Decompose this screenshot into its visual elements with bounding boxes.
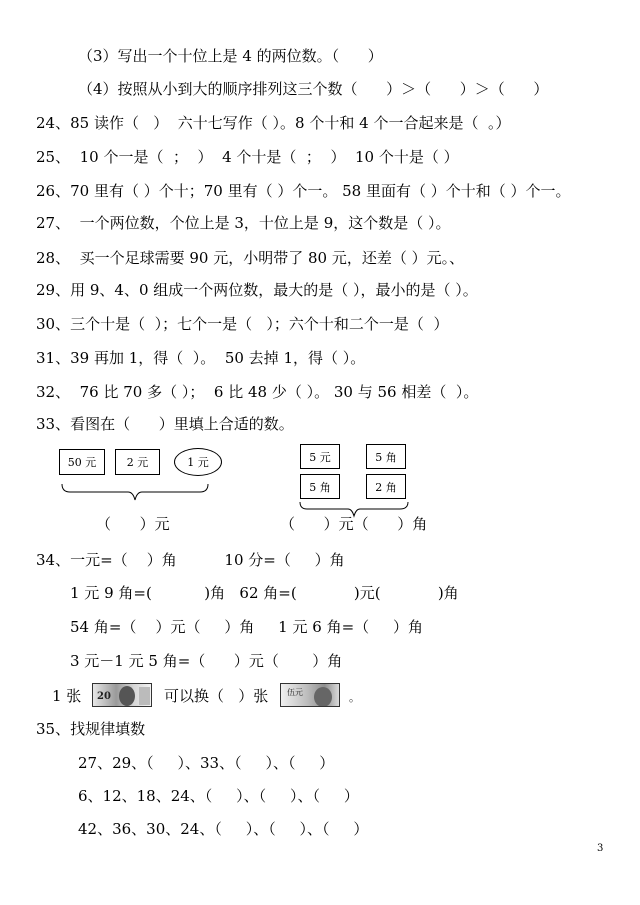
question-25: 25、 10 个一是（ ； ） 4 个十是（ ； ） 10 个十是（ ） <box>36 148 459 166</box>
question-34-e-dot: 。 <box>349 691 360 704</box>
banknote-20-value: 20 <box>97 691 111 702</box>
question-33: 33、看图在（ ）里填上合适的数。 <box>36 415 294 433</box>
question-35: 35、找规律填数 <box>36 720 146 738</box>
brace-left <box>60 482 210 502</box>
question-34-e-left: 1 张 <box>52 687 82 705</box>
question-35-b: 6、12、18、24、（ ）、（ ）、（ ） <box>78 787 359 805</box>
money-box-5-jiao-b: 5 角 <box>300 474 340 499</box>
question-35-c: 42、36、30、24、（ ）、（ ）、（ ） <box>78 820 369 838</box>
question-35-a: 27、29、（ ）、33、（ ）、（ ） <box>78 754 335 772</box>
banknote-5-text: 伍元 <box>287 688 303 697</box>
money-box-5-jiao-a: 5 角 <box>366 444 406 469</box>
question-27: 27、 一个两位数，个位上是 3，十位上是 9，这个数是（ ）。 <box>36 214 451 232</box>
question-33-answer-right: （ ）元（ ）角 <box>280 515 428 533</box>
question-28: 28、 买一个足球需要 90 元，小明带了 80 元，还差（ ）元。、 <box>36 249 465 267</box>
question-29: 29、用 9、4、0 组成一个两位数，最大的是（ ），最小的是（ ）。 <box>36 281 478 299</box>
banknote-5-yuan <box>280 683 340 707</box>
question-34-a: 34、一元=（ ）角 10 分=（ ）角 <box>36 551 345 569</box>
question-34-b: 1 元 9 角=( )角 62 角=( )元( )角 <box>70 584 459 602</box>
banknote-5-portrait-icon <box>281 684 340 707</box>
question-31: 31、39 再加 1，得（ ）。 50 去掉 1，得（ ）。 <box>36 349 366 367</box>
question-32: 32、 76 比 70 多（ ）； 6 比 48 少（ ）。 30 与 56 相差（ ）。 <box>36 383 479 401</box>
page-number: 3 <box>597 843 604 854</box>
question-34-c: 54 角=（ ）元（ ）角 1 元 6 角=（ ）角 <box>70 618 423 636</box>
money-box-5-yuan: 5 元 <box>300 444 340 469</box>
question-34-e-mid: 可以换（ ）张 <box>164 687 269 705</box>
question-23-3: （3）写出一个十位上是 4 的两位数。（ ） <box>78 47 383 65</box>
question-30: 30、三个十是（ ）；七个一是（ ）；六个十和二个一是（ ） <box>36 315 449 333</box>
money-box-50-yuan: 50 元 <box>59 449 105 475</box>
banknote-20-yuan <box>92 683 152 707</box>
question-34-d: 3 元－1 元 5 角=（ ）元（ ）角 <box>70 652 343 670</box>
money-coin-1-yuan: 1 元 <box>174 448 222 476</box>
question-26: 26、70 里有（ ）个十；70 里有（ ）个一。 58 里面有（ ）个十和（ ）个一。 <box>36 182 571 200</box>
question-33-answer-left: （ ）元 <box>96 515 170 533</box>
banknote-20-portrait-icon <box>93 684 152 707</box>
question-23-4: （4）按照从小到大的顺序排列这三个数（ ）＞（ ）＞（ ） <box>78 80 549 98</box>
question-24: 24、85 读作（ ） 六十七写作（ ）。8 个十和 4 个一合起来是（ 。） <box>36 114 511 132</box>
money-box-2-yuan: 2 元 <box>115 449 160 475</box>
money-box-2-jiao: 2 角 <box>366 474 406 499</box>
